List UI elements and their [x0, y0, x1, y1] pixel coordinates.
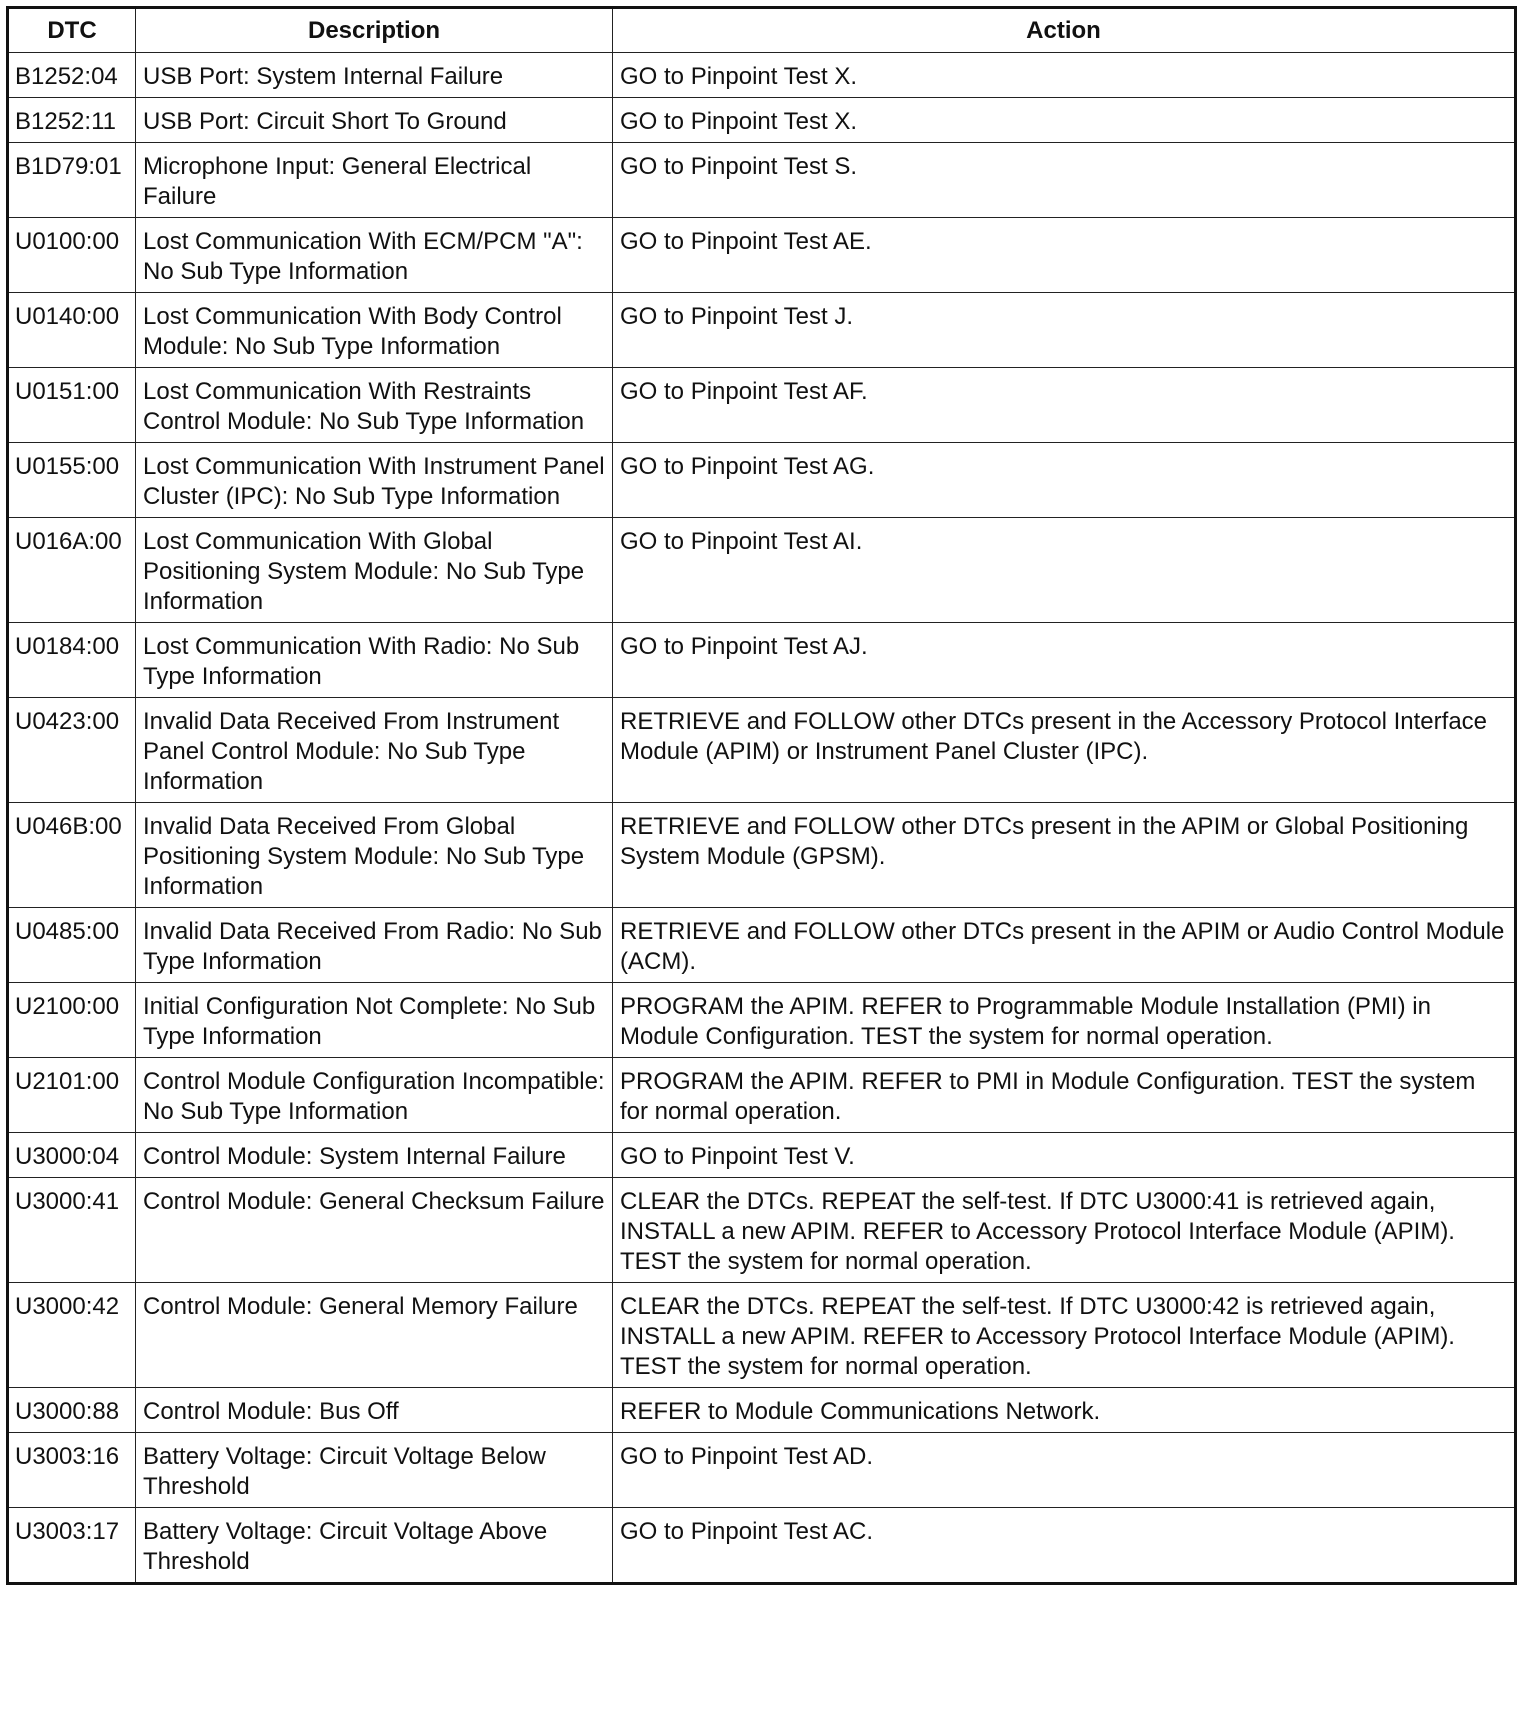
description-cell: Battery Voltage: Circuit Voltage Below Threshold [136, 1433, 613, 1508]
dtc-cell: U2101:00 [8, 1058, 136, 1133]
action-cell: GO to Pinpoint Test AJ. [613, 623, 1516, 698]
table-row [8, 1508, 1516, 1584]
dtc-cell: B1D79:01 [8, 143, 136, 218]
action-cell: GO to Pinpoint Test AG. [613, 443, 1516, 518]
table-body [8, 53, 1516, 1584]
table-row [8, 803, 1516, 908]
description-cell: Control Module: General Memory Failure [136, 1283, 613, 1388]
description-cell: Lost Communication With Restraints Control Module: No Sub Type Information [136, 368, 613, 443]
dtc-cell: U0155:00 [8, 443, 136, 518]
table-row [8, 293, 1516, 368]
action-cell: GO to Pinpoint Test V. [613, 1133, 1516, 1178]
table-row [8, 983, 1516, 1058]
table-row [8, 368, 1516, 443]
dtc-cell: U2100:00 [8, 983, 136, 1058]
description-cell: Invalid Data Received From Instrument Panel Control Module: No Sub Type Information [136, 698, 613, 803]
action-cell: CLEAR the DTCs. REPEAT the self-test. If DTC U3000:42 is retrieved again, INSTALL a new APIM. REFER to Accessory Protocol Interface Module (APIM). TEST the system for normal operation. [613, 1283, 1516, 1388]
dtc-cell: U0423:00 [8, 698, 136, 803]
description-cell: Battery Voltage: Circuit Voltage Above Threshold [136, 1508, 613, 1584]
action-cell: GO to Pinpoint Test J. [613, 293, 1516, 368]
table-row [8, 623, 1516, 698]
description-cell: Lost Communication With Global Positioning System Module: No Sub Type Information [136, 518, 613, 623]
description-cell: Control Module: General Checksum Failure [136, 1178, 613, 1283]
table-row [8, 1388, 1516, 1433]
dtc-cell: U3003:17 [8, 1508, 136, 1584]
table-row [8, 143, 1516, 218]
action-cell: GO to Pinpoint Test X. [613, 98, 1516, 143]
table-row [8, 98, 1516, 143]
description-cell: Control Module: System Internal Failure [136, 1133, 613, 1178]
table-row [8, 1433, 1516, 1508]
description-cell: Lost Communication With Instrument Panel Cluster (IPC): No Sub Type Information [136, 443, 613, 518]
dtc-cell: U3000:41 [8, 1178, 136, 1283]
dtc-cell: U0184:00 [8, 623, 136, 698]
description-cell: Invalid Data Received From Global Positioning System Module: No Sub Type Information [136, 803, 613, 908]
dtc-cell: B1252:04 [8, 53, 136, 98]
header-row [8, 8, 1516, 53]
description-cell: Lost Communication With Body Control Module: No Sub Type Information [136, 293, 613, 368]
action-cell: PROGRAM the APIM. REFER to PMI in Module Configuration. TEST the system for normal operation. [613, 1058, 1516, 1133]
table-row [8, 1283, 1516, 1388]
dtc-cell: U0140:00 [8, 293, 136, 368]
table-row [8, 218, 1516, 293]
description-cell: Invalid Data Received From Radio: No Sub Type Information [136, 908, 613, 983]
description-cell: USB Port: System Internal Failure [136, 53, 613, 98]
description-cell: Microphone Input: General Electrical Failure [136, 143, 613, 218]
table-row [8, 518, 1516, 623]
header-dtc: DTC [8, 8, 136, 53]
description-cell: USB Port: Circuit Short To Ground [136, 98, 613, 143]
description-cell: Lost Communication With ECM/PCM "A": No Sub Type Information [136, 218, 613, 293]
dtc-table [6, 6, 1517, 1585]
action-cell: PROGRAM the APIM. REFER to Programmable Module Installation (PMI) in Module Configuration. TEST the system for normal operation. [613, 983, 1516, 1058]
action-cell: GO to Pinpoint Test S. [613, 143, 1516, 218]
table-row [8, 698, 1516, 803]
table-header [8, 8, 1516, 53]
dtc-cell: U0100:00 [8, 218, 136, 293]
action-cell: REFER to Module Communications Network. [613, 1388, 1516, 1433]
description-cell: Initial Configuration Not Complete: No Sub Type Information [136, 983, 613, 1058]
table-row [8, 443, 1516, 518]
action-cell: GO to Pinpoint Test X. [613, 53, 1516, 98]
table-row [8, 908, 1516, 983]
table-row [8, 1133, 1516, 1178]
dtc-cell: B1252:11 [8, 98, 136, 143]
table-row [8, 1058, 1516, 1133]
action-cell: RETRIEVE and FOLLOW other DTCs present in the Accessory Protocol Interface Module (APIM) or Instrument Panel Cluster (IPC). [613, 698, 1516, 803]
action-cell: RETRIEVE and FOLLOW other DTCs present in the APIM or Audio Control Module (ACM). [613, 908, 1516, 983]
action-cell: GO to Pinpoint Test AE. [613, 218, 1516, 293]
action-cell: GO to Pinpoint Test AI. [613, 518, 1516, 623]
dtc-cell: U3000:88 [8, 1388, 136, 1433]
dtc-cell: U3000:42 [8, 1283, 136, 1388]
description-cell: Lost Communication With Radio: No Sub Type Information [136, 623, 613, 698]
action-cell: CLEAR the DTCs. REPEAT the self-test. If DTC U3000:41 is retrieved again, INSTALL a new APIM. REFER to Accessory Protocol Interface Module (APIM). TEST the system for normal operation. [613, 1178, 1516, 1283]
table-row [8, 53, 1516, 98]
dtc-cell: U0151:00 [8, 368, 136, 443]
table-row [8, 1178, 1516, 1283]
description-cell: Control Module Configuration Incompatible: No Sub Type Information [136, 1058, 613, 1133]
dtc-cell: U016A:00 [8, 518, 136, 623]
header-action: Action [613, 8, 1516, 53]
action-cell: GO to Pinpoint Test AF. [613, 368, 1516, 443]
action-cell: RETRIEVE and FOLLOW other DTCs present in the APIM or Global Positioning System Module (GPSM). [613, 803, 1516, 908]
dtc-cell: U0485:00 [8, 908, 136, 983]
action-cell: GO to Pinpoint Test AD. [613, 1433, 1516, 1508]
description-cell: Control Module: Bus Off [136, 1388, 613, 1433]
dtc-cell: U3003:16 [8, 1433, 136, 1508]
dtc-cell: U046B:00 [8, 803, 136, 908]
dtc-cell: U3000:04 [8, 1133, 136, 1178]
header-description: Description [136, 8, 613, 53]
action-cell: GO to Pinpoint Test AC. [613, 1508, 1516, 1584]
